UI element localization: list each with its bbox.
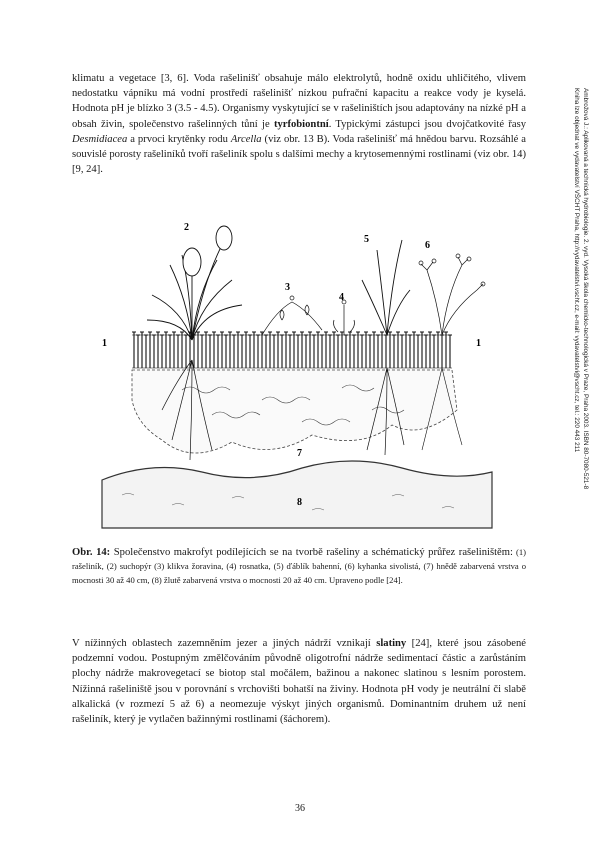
moss-stem [212,332,216,368]
moss-stem [152,335,156,368]
moss-stem [424,335,428,368]
moss-stem [288,335,292,368]
moss-stem [244,332,248,368]
italic-term: Desmidiacea [72,133,128,145]
moss-stem [132,332,136,368]
moss-stem [444,332,448,368]
moss-stem [404,332,408,368]
caption-details: (1) rašeliník, (2) suchopýr (3) klikva žoravina, (4) rosnatka, (5) ďáblík bahenní, (6) kyhanka sivolistá, (7) hnědě zabarvená vrstva o mocnosti 30 až 40 cm, (8) žlutě zabarvená vrstva o mocnosti 20 až 40 cm. Upraveno podle [24]. [72,547,527,585]
moss-stem [312,335,316,368]
text-run: [24], které jsou zásobené podzemní vodou. Postupným změlčováním původně oligotrofní nádrže sedimentací částic a zarůstáním plochy nádrže makrovegetací se biotop stal močálem, bažinou a nakonec slatinou s lesním porostem. Nížinná rašeliniště jsou v porovnání s vrchovišti bohatší na živiny. Hodnota pH vody je neutrální či slabě alkalická (v rozmezí 5 až 6) a neomezuje výskyt jiných organismů. Dominantním druhem už není rašeliník, který je vytlačen bažinnými rostlinami (šáchorem). [72,638,526,726]
text-run: V nížinných oblastech zazemněním jezer a jiných nádrží vznikají [72,638,377,649]
brown-layer [132,370,457,453]
sidenote-line-2: Kniha lze objednat ve vydavatelství VŠCHT Praha, http://vydavatelstvi.vscht.cz, e-mail: vydavatelstvi@vscht.cz, tel.: 220 443 211 [573,88,580,453]
text-run: (viz obr. 13 B). Voda rašelinišť má hnědou barvu. Rozsáhlé a souvislé porosty rašeliníků tvoří rašeliník spolu s dalšími mechy a krytosemennými rostlinami (viz obr. 14) [9, 24]. [72,133,526,176]
moss-stem [148,332,152,368]
moss-stem [300,332,304,368]
moss-stem [200,335,204,368]
moss-stem [412,332,416,368]
moss-stem [448,335,452,368]
figure-caption [72,546,526,588]
cranberry [262,296,322,335]
moss-stem [220,332,224,368]
moss-stem [408,335,412,368]
italic-term: Arcella [230,133,262,145]
text-run: . Typickými zástupci jsou dvojčatkovité řasy [328,118,526,130]
moss-stem [160,335,164,368]
moss-stem [196,332,200,368]
moss-stems [132,332,452,368]
moss-stem [228,332,232,368]
moss-stem [256,335,260,368]
moss-stem [304,335,308,368]
label-2: 2 [184,222,189,233]
moss-stem [360,335,364,368]
moss-stem [268,332,272,368]
moss-stem [440,335,444,368]
moss-stem [336,335,340,368]
label-4: 4 [339,292,344,303]
moss-stem [180,332,184,368]
moss-stem [420,332,424,368]
moss-stem [164,332,168,368]
moss-stem [184,335,188,368]
label-7: 7 [297,448,302,459]
moss-stem [136,335,140,368]
moss-stem [284,332,288,368]
moss-stem [168,335,172,368]
sphagnum-carpet [132,335,452,368]
bold-term: slatiny [376,638,407,649]
moss-stem [320,335,324,368]
moss-stem [240,335,244,368]
label-3: 3 [285,282,290,293]
moss-stem [216,335,220,368]
moss-stem [384,335,388,368]
moss-stem [156,332,160,368]
moss-stem [380,332,384,368]
sidenote-line-1: Ambrožová J.: Aplikovaná a technická hydrobiologie. 2. vyd. Vysoká škola chemicko-technologická v Praze, Praha 2003. ISBN 80-7080-521-8 [582,88,589,490]
moss-stem [236,332,240,368]
moss-stem [428,332,432,368]
peat-bog-illustration [92,210,502,530]
moss-stem [296,335,300,368]
moss-stem [176,335,180,368]
moss-stem [328,335,332,368]
moss-stem [416,335,420,368]
moss-stem [324,332,328,368]
moss-stem [364,332,368,368]
moss-stem [356,332,360,368]
moss-stem [264,335,268,368]
moss-stem [224,335,228,368]
moss-stem [252,332,256,368]
moss-stem [308,332,312,368]
moss-stem [436,332,440,368]
caption-label: Obr. 14: [72,547,111,558]
paragraph-slatiny [72,636,526,727]
moss-stem [208,335,212,368]
moss-stem [204,332,208,368]
moss-stem [272,335,276,368]
paragraph-intro [72,71,526,177]
copyright-sidenote [567,88,591,708]
moss-stem [316,332,320,368]
moss-stem [172,332,176,368]
moss-stem [348,332,352,368]
moss-stem [352,335,356,368]
page-number: 36 [295,803,305,814]
moss-stem [368,335,372,368]
moss-stem [372,332,376,368]
moss-stem [232,335,236,368]
moss-stem [292,332,296,368]
label-1-left: 1 [102,338,107,349]
moss-stem [388,332,392,368]
moss-stem [260,332,264,368]
moss-stem [248,335,252,368]
moss-stem [396,332,400,368]
label-5: 5 [364,234,369,245]
moss-stem [376,335,380,368]
moss-stem [340,332,344,368]
bottom-layer [102,461,492,528]
label-1-right: 1 [476,338,481,349]
moss-stem [344,335,348,368]
moss-stem [280,335,284,368]
moss-stem [140,332,144,368]
text-run: klimatu a vegetace [3, 6]. Voda rašelinišť obsahuje málo elektrolytů, hodně oxidu uhličitého, vlivem nedostatku vápníku má vodní prostředí rašelinišť nízkou pufrační kapacitu a reakce vody je kyselá. Hodnota pH je blízko 3 (3.5 - 4.5). Organismy vyskytující se v rašeliništích jsou adaptovány na nízké pH a obsah živin, společenstvo rašelinných tůní je [72,73,526,130]
sundew [334,300,355,335]
bold-term: tyrfobiontní [273,118,329,130]
moss-stem [276,332,280,368]
caption-title: Společenstvo makrofyt podílejících se na tvorbě rašeliny a schématický průřez rašeliništěm: [110,547,513,558]
moss-stem [432,335,436,368]
moss-stem [400,335,404,368]
moss-stem [332,332,336,368]
label-8: 8 [297,497,302,508]
moss-stem [392,335,396,368]
text-run: a prvoci krytěnky rodu [127,133,231,145]
moss-stem [144,335,148,368]
label-6: 6 [425,240,430,251]
